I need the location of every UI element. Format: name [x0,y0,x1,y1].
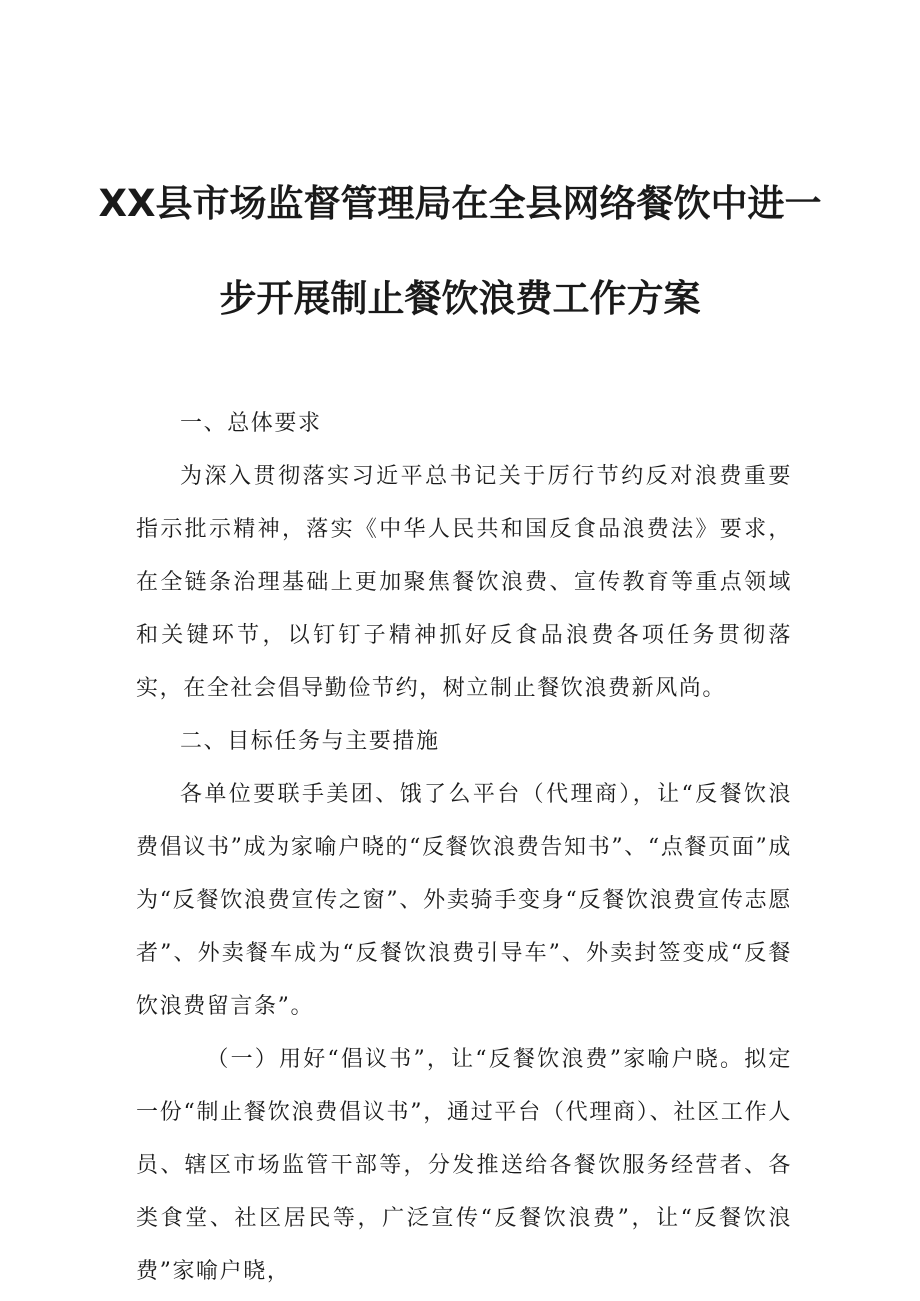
document-title-line-1: XX县市场监督管理局在全县网络餐饮中进一 [98,182,822,225]
section-heading-goals-and-measures: 二、目标任务与主要措施 [180,729,440,754]
paragraph-general-requirements: 为深入贯彻落实习近平总书记关于厉行节约反对浪费重要指示批示精神，落实《中华人民共和国反食品浪费法》要求，在全链条治理基础上更加聚焦餐饮浪费、宣传教育等重点领域和关键环节，以钉钉子精神抓好反食品浪费各项任务贯彻落实，在全社会倡导勤俭节约，树立制止餐饮浪费新风尚。 [136,464,792,701]
document-body [136,397,792,1298]
paragraph-goals-and-measures: 各单位要联手美团、饿了么平台（代理商），让“反餐饮浪费倡议书”成为家喻户晓的“反餐饮浪费告知书”、“点餐页面”成为“反餐饮浪费宣传之窗”、外卖骑手变身“反餐饮浪费宣传志愿者”、外卖餐车成为“反餐饮浪费引导车”、外卖封签变成“反餐饮浪费留言条”。 [136,782,792,1019]
document-title-line-2: 步开展制止餐饮浪费工作方案 [219,277,701,320]
paragraph-subsection-proposal: （一）用好“倡议书”，让“反餐饮浪费”家喻户晓。拟定一份“制止餐饮浪费倡议书”，通过平台（代理商）、社区工作人员、辖区市场监管干部等，分发推送给各餐饮服务经营者、各类食堂、社区居民等，广泛宣传“反餐饮浪费”，让“反餐饮浪费”家喻户晓， [136,1047,792,1284]
section-heading-general-requirements: 一、总体要求 [180,411,322,436]
